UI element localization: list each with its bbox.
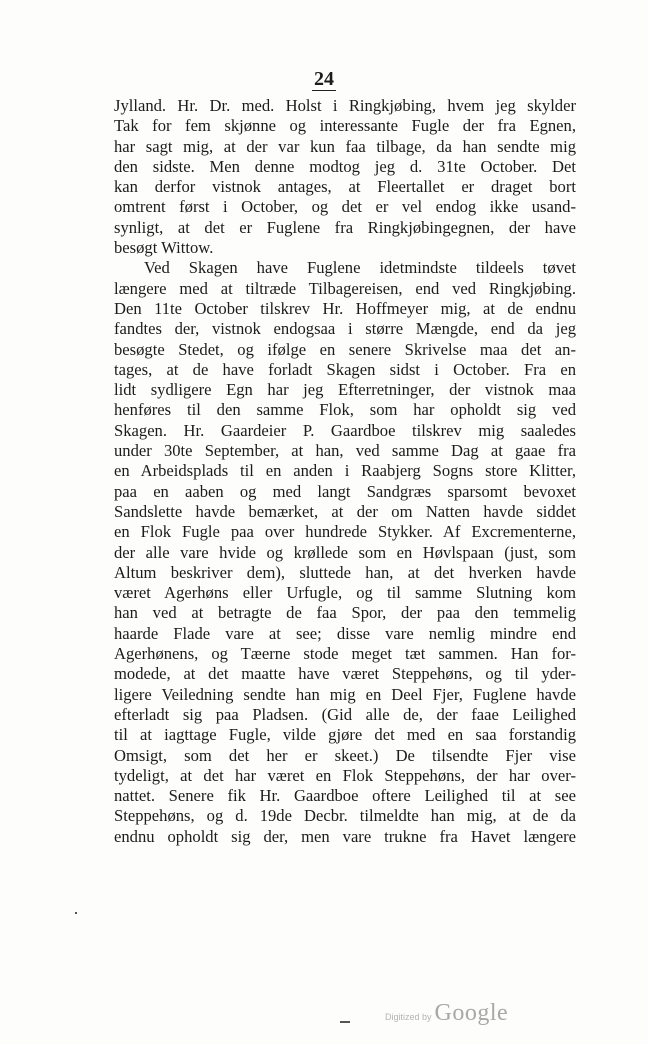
text-line: Den 11te October tilskrev Hr. Hoffmeyer mig, at de endnu — [114, 298, 576, 318]
text-line: endnu opholdt sig der, men vare trukne fra Havet længere — [114, 826, 576, 846]
text-line: Agerhønens, og Tæerne stode meget tæt sammen. Han for- — [114, 644, 576, 664]
text-line: længere med at tiltræde Tilbagereisen, end ved Ringkjøbing. — [114, 278, 576, 298]
paragraph-start: Ved Skagen have Fuglene idetmindste tildeels tøvet — [144, 258, 576, 278]
body-text — [114, 96, 576, 847]
text-line: en Arbeidsplads til en anden i Raabjerg Sogns store Klitter, — [114, 461, 576, 481]
text-line: fandtes der, vistnok endogsaa i større Mængde, end da jeg — [114, 319, 576, 339]
text-line: efterladt sig paa Pladsen. (Gid alle de, der faae Leilighed — [114, 704, 576, 724]
scan-speck — [340, 1021, 350, 1023]
text-line: modede, at det maatte have været Steppehøns, og til yder- — [114, 664, 576, 684]
scan-speck — [75, 912, 77, 914]
text-line: Jylland. Hr. Dr. med. Holst i Ringkjøbing, hvem jeg skylder — [114, 96, 576, 115]
text-line: ligere Veiledning sendte han mig en Deel Fjer, Fuglene havde — [114, 684, 576, 704]
text-line: der alle vare hvide og krøllede som en Høvlspaan (just, som — [114, 542, 576, 562]
text-line: henføres til den samme Flok, som har opholdt sig ved — [114, 400, 576, 420]
text-line: kan derfor vistnok antages, at Fleertallet er draget bort — [114, 177, 576, 197]
text-line: under 30te September, at han, ved samme Dag at gaae fra — [114, 441, 576, 461]
text-line: til at iagttage Fugle, vilde gjøre det med en saa forstandig — [114, 725, 576, 745]
text-line: paa en aaben og med langt Sandgræs sparsomt bevoxet — [114, 481, 576, 501]
text-line: Tak for fem skjønne og interessante Fugle der fra Egnen, — [114, 116, 576, 136]
text-line: nattet. Senere fik Hr. Gaardboe oftere Leilighed til at see — [114, 786, 576, 806]
text-line: Steppehøns, og d. 19de Decbr. tilmeldte han mig, at de da — [114, 806, 576, 826]
google-logo: Google — [434, 1000, 509, 1026]
text-line: lidt sydligere Egn har jeg Efterretninger, der vistnok maa — [114, 380, 576, 400]
text-line: besøgte Stedet, og ifølge en senere Skrivelse maa det an- — [114, 339, 576, 359]
text-line: omtrent først i October, og det er vel endog ikke usand- — [114, 197, 576, 217]
text-line: han ved at betragte de faa Spor, der paa den temmelig — [114, 603, 576, 623]
text-line: synligt, at det er Fuglene fra Ringkjøbingegnen, der have — [114, 217, 576, 237]
text-line: Sandslette havde bemærket, at der om Natten havde siddet — [114, 501, 576, 521]
text-line: Omsigt, som det her er skeet.) De tilsendte Fjer vise — [114, 745, 576, 765]
text-line: besøgt Wittow. — [114, 238, 214, 258]
google-watermark — [385, 1000, 508, 1027]
text-line: Skagen. Hr. Gaardeier P. Gaardboe tilskrev mig saaledes — [114, 420, 576, 440]
page-number: 24 — [314, 68, 334, 90]
text-line: den sidste. Men denne modtog jeg d. 31te October. Det — [114, 156, 576, 176]
text-line: tydeligt, at det har været en Flok Steppehøns, der har over- — [114, 765, 576, 785]
text-line: har sagt mig, at der var kun faa tilbage, da han sendte mig — [114, 136, 576, 156]
text-line: Altum beskriver dem), sluttede han, at det hverken havde — [114, 562, 576, 582]
text-line: en Flok Fugle paa over hundrede Stykker. Af Excrementerne, — [114, 522, 576, 542]
text-line: været Agerhøns eller Urfugle, og til samme Slutning kom — [114, 583, 576, 603]
digitized-by-label: Digitized by — [385, 1012, 432, 1022]
text-line: tages, at de have forladt Skagen sidst i October. Fra en — [114, 359, 576, 379]
text-line: haarde Flade vare at see; disse vare nemlig mindre end — [114, 623, 576, 643]
